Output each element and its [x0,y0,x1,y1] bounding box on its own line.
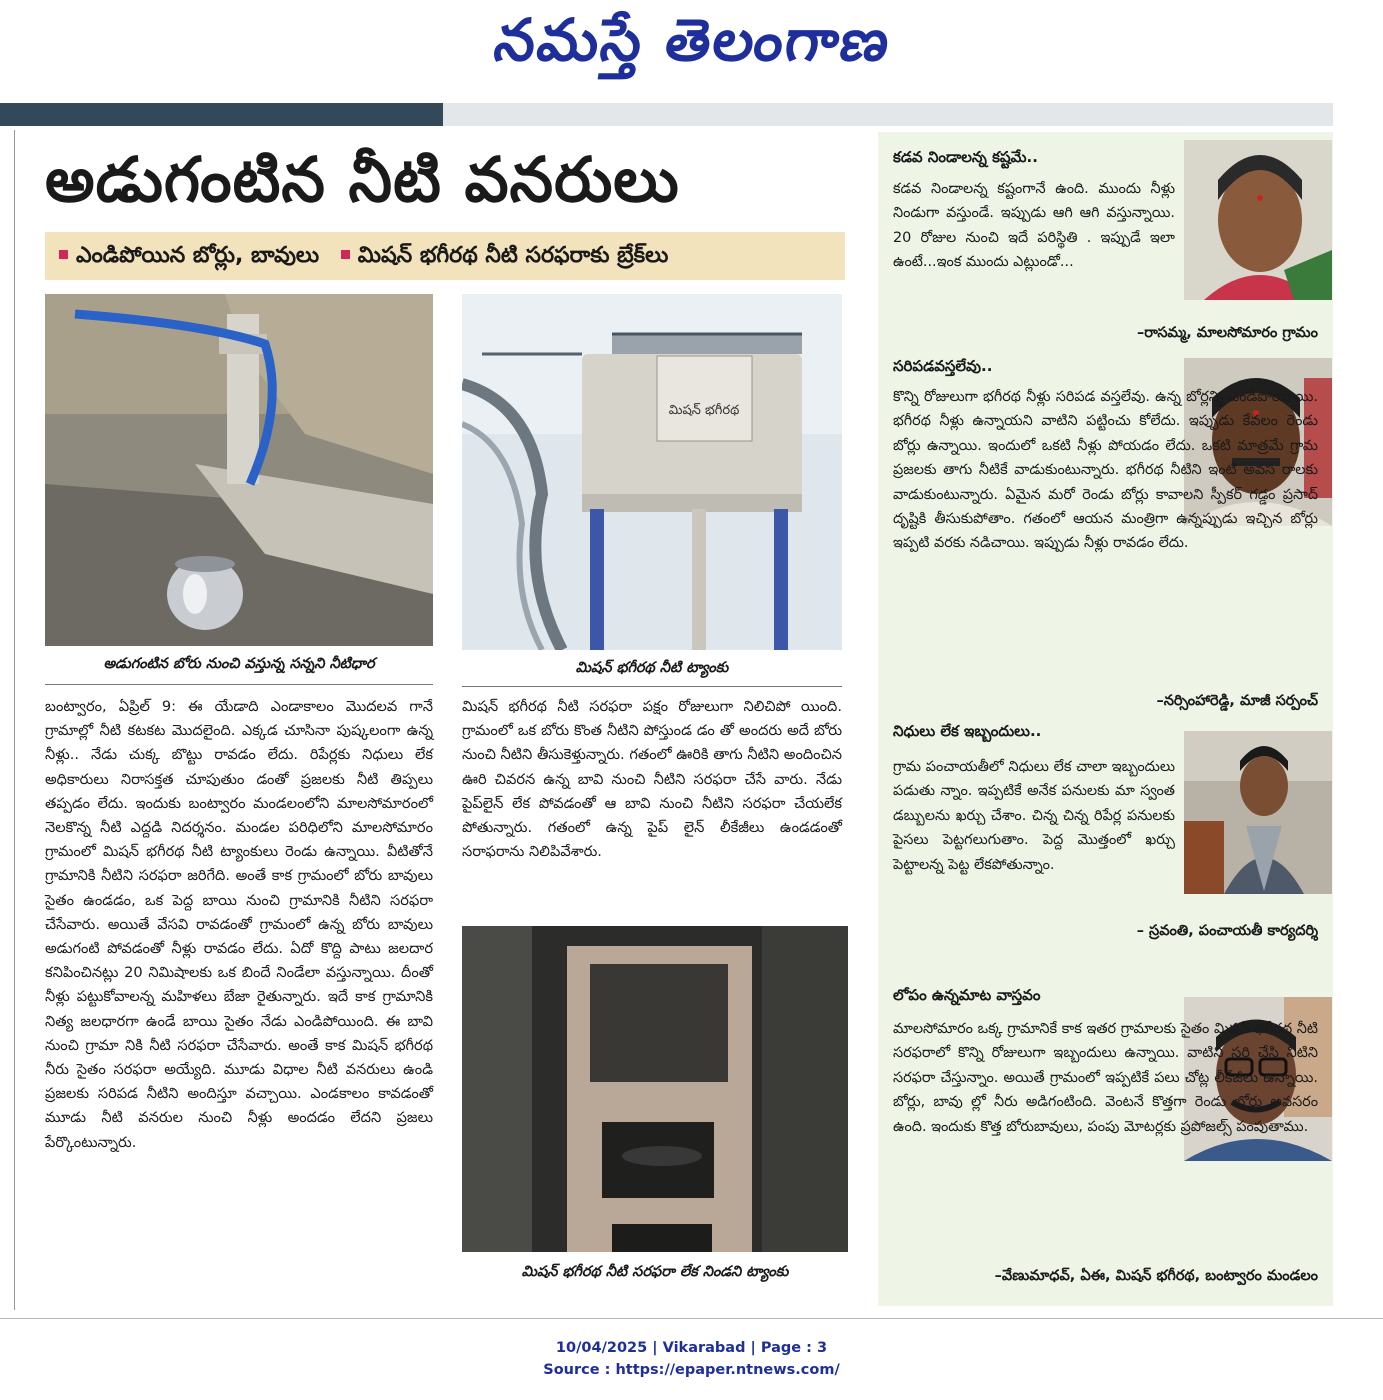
page-border [14,130,15,1310]
quote-heading: సరిపడవస్తలేవు.. [893,357,993,375]
article-text-col2: మిషన్ భగీరథ నీటి సరఫరా పక్షం రోజులుగా నిలిచిపో యింది. గ్రామంలో ఒక బోరు కొంత నీటిని పోస్తుండ డం తో అందరు అదే బోరు నుంచి నీటిని తీసుకెళ్తున్నారు. గతంలో ఊరికి తాగు నీటిని అందించిన ఊరి చివరన ఉన్న బావి నుంచి నీటిని సరఫరా చేసే వారు. నేడు పైప్‌లైన్ లేక పోవడంతో ఆ బావి నుంచి నీటిని సరఫరా చేయలేక పోతున్నారు. గతంలో ఉన్న పైప్ లైన్ లీకేజీలు ఉండడంతో సరాఫరాను నిలిపివేశారు. [462,698,842,861]
caption-rule [462,686,842,687]
caption-rule [45,684,433,685]
quote-text: మాలసోమారం ఒక్క గ్రామానికే కాక ఇతర గ్రామాలకు సైతం మిషన్ భగీరథ నీటి సరఫరాలో కొన్ని రోజులుగా ఇబ్బందులు ఉన్నాయి. వాటిని సరి చేసి నీటిని సరఫరా చేస్తున్నాం. అయితే గ్రామంలో ఇప్పటికే పలు చోట్ల లీకేజీలు ఉన్నాయి. బోర్లు, బావు ల్లో నీరు అడిగంటింది. వెంటనే కొత్తగా రెండు బోర్లు అవసరం ఉంది. ఇందుకు కొత్త బోరుబావులు, పంపు మోటర్లకు ప్రపోజల్స్ పంపుతాము. [893,1021,1318,1135]
portrait-rasamma [1184,140,1332,300]
photo-tap-caption: అడుగంటిన బోరు నుంచి వస్తున్న సన్నని నీటిధార [103,656,375,672]
portrait-sravanthi [1184,731,1332,894]
section-bar-light [443,103,1333,126]
article-column-1 [45,695,433,1307]
photo-tank [462,294,842,650]
section-bar [0,103,443,126]
headline: అడుగంటిన నీటి వనరులు [45,143,680,216]
bullet-square-icon [341,250,350,259]
masthead [0,0,1383,100]
article-text-col1: బంట్వారం, ఏప్రిల్ 9: ఈ యేడాది ఎండాకాలం మొదలవ గానే గ్రామాల్లో నీటి కటకట మొదలైంది. ఎక్కడ చూసినా పుష్కలంగా ఉన్న నీళ్లు.. నేడు చుక్క బొట్టు రావడం లేదు. రిపేర్లకు నిధులు లేక అధికారులు నిరాసక్తత చూపుతుం డంతో ప్రజలకు నీటి తిప్పలు తప్పడం లేదు. ఇందుకు బంట్వారం మండలంలోని మాలసోమారంలో నెలకొన్న నీటి ఎద్దడి నిదర్శనం. మండల పరిధిలోని మాలసోమారం గ్రామంలో మిషన్ భగీరథ నీటి ట్యాంకులు రెండు ఉన్నాయి. వీటితోనే గ్రామానికి నీటిని సరఫరా జరిగేది. అంతే కాక గ్రామంలో బోరు బావులు సైతం ఉండడం, ఒక పెద్ద బాయి నుంచి గ్రామానికి నీటిని సరఫరా చేసేవారు. అయితే వేసవి రావడంతో గ్రామంలో ఉన్న బోరు బావులు అడుగంటి పోవడంతో నీళ్లు రావడం లేదు. ఏదో కొద్ది పాటు జలదార కనిపించినట్లు 20 నిమిషాలకు ఒక బిందే నిండేలా వస్తున్నాయి. దీంతో నీళ్లు పట్టుకోవాలన్న మహిళలు బేజా రైతున్నారు. ఇదే కాక గ్రామానికి నిత్య జలధారగా ఉండే బాయి సైతం నేడు ఎండిపోయింది. ఈ బావి నుంచి గ్రామా నికి నీటి సరఫరా చేసేవారు. అంతే కాక మిషన్ భగీరథ నీరు సైతం సరఫరా అయ్యేది. మూడు విధాల నీటి వనరులు ఉండి ప్రజలకు సరిపడ నీటిని అందిస్తూ వచ్చాయి. ఎండకాలం కావడంతో మూడు నీటి వనరుల నుంచి నీళ్లు అందడం లేదని ప్రజలు పేర్కొంటున్నారు. [45,698,433,1151]
subhead-2: మిషన్ భగీరథ నీటి సరఫరాకు బ్రేక్‌లు [357,243,669,268]
quote-heading: లోపం ఉన్నమాట వాస్తవం [893,986,1041,1004]
footer-date: 10/04/2025 | Vikarabad | Page : 3 [555,1340,828,1356]
footer-source[interactable] [0,1362,1383,1378]
footer-rule [0,1318,1383,1319]
bullet-square-icon [59,250,68,259]
quote-text: కడవ నిండాలన్న కష్టంగానే ఉంది. ముందు నీళ్లు నిండుగా వస్తుండే. ఇప్పుడు ఆగి ఆగి వస్తున్నాయి. 20 రోజుల నుంచి ఇదే పరిస్థితి . ఇప్పుడే ఇలా ఉంటే...ఇంక ముందు ఎట్లుండో... [893,181,1175,271]
quote-signature: –నర్సింహారెడ్డి, మాజీ సర్పంచ్ [1156,693,1318,709]
masthead-logo: నమస్తే తెలంగాణ [489,6,896,74]
quote-signature: – స్రవంతి, పంచాయతీ కార్యదర్శి [1136,923,1318,939]
tank-sign: మిషన్ భగీరథ [668,403,740,418]
photo-tap [45,294,433,646]
quote-signature: –రాసమ్మ, మాలసోమారం గ్రామం [1136,325,1318,341]
quote-text: గ్రామ పంచాయతీలో నిధులు లేక చాలా ఇబ్బందులు పడుతు న్నాం. ఇప్పటికే అనేక పనులకు మా స్వంత డబ్బులను ఖర్చు చేశాం. చిన్న చిన్న రిపేర్ల పనులకు పైసలు పెట్టగలుగుతాం. పెద్ద మొత్తంలో ఖర్చు పెట్టాలన్న పెట్ట లేకపోతున్నాం. [893,759,1175,873]
quote-signature: –వేణుమాధవ్, ఏఈ, మిషన్ భగీరథ, బంట్వారం మండలం [994,1268,1318,1284]
subheadline-bar [45,232,845,280]
quote-heading: కడవ నిండాలన్న కష్టమే.. [893,148,1038,166]
photo-empty-tank-caption: మిషన్ భగీరథ నీటి సరఫరా లేక నిండని ట్యాంకు [521,1264,789,1280]
photo-empty-tank [462,926,848,1252]
quote-heading: నిధులు లేక ఇబ్బందులు.. [893,722,1042,740]
photo-tank-caption: మిషన్ భగీరథ నీటి ట్యాంకు [575,660,729,676]
source-link[interactable]: Source : https://epaper.ntnews.com/ [543,1362,840,1378]
article-column-2 [462,695,842,915]
subhead-1: ఎండిపోయిన బోర్లు, బావులు [76,243,320,268]
quote-text: కొన్ని రోజులుగా భగీరథ నీళ్లు సరిపడ వస్తలేవు. ఉన్న బోర్లన్ని ఎండిపోయాయి. భగీరథ నీళ్లు ఉన్నాయని వాటిని పట్టించు కోలేదు. ఇప్పుడు కేవలం రెండు బోర్లు ఉన్నాయి. ఇందులో ఒకటి నీళ్లు పోయడం లేదు. ఒకటి మాత్రమే గ్రామ ప్రజలకు తాగు నీటికే వాడుకుంటున్నారు. భగీరథ నీటిని ఇంటి అవస రాలకు వాడుకుంటున్నారు. ఏమైన మరో రెండు బోర్లు కావాలని స్పీకర్ గడ్డం ప్రసాద్ దృష్టికి తీసుకుపోతాం. గతంలో ఆయన మంత్రిగా ఉన్నప్పుడు ఇచ్చిన బోర్లు ఇప్పటి వరకు నడిచాయి. ఇప్పుడు నీళ్లు రావడం లేదు. [893,389,1318,552]
